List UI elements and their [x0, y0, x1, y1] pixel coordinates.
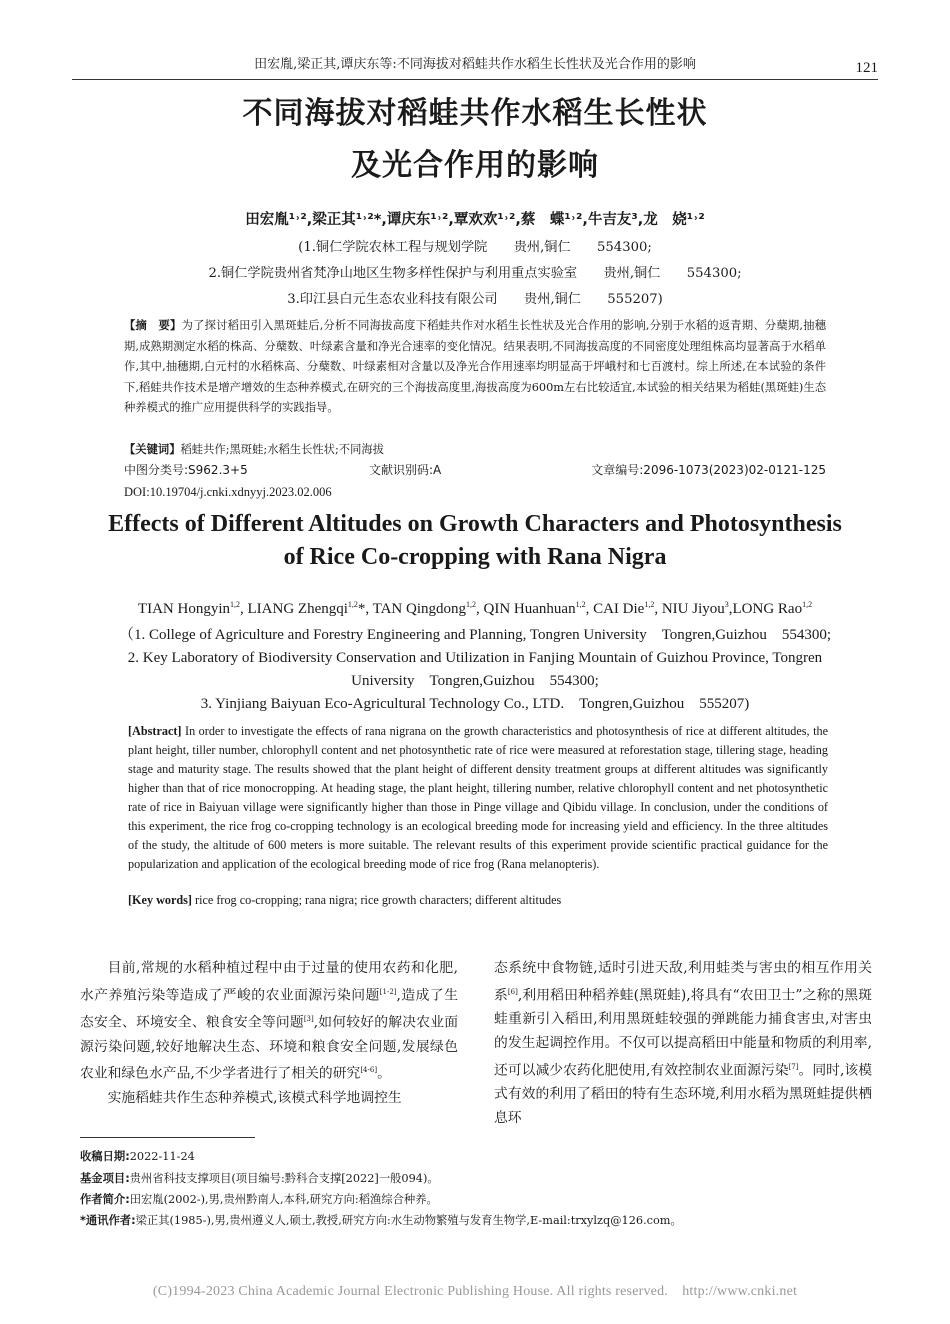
affiliation-cn-1: (1.铜仁学院农林工程与规划学院 贵州,铜仁 554300;	[298, 240, 652, 255]
title-cn-line1: 不同海拔对稻蛙共作水稻生长性状	[242, 96, 708, 131]
footnote-label: *通讯作者:	[80, 1214, 136, 1227]
author-en-sup: 1,2	[466, 600, 477, 609]
author-en-sup: 1,2	[230, 600, 240, 609]
body-text: 。	[377, 1065, 391, 1082]
affiliation-en-3: University Tongren,Guizhou 554300;	[351, 673, 599, 689]
author-en-name: *, TAN Qingdong	[357, 601, 467, 617]
footnote-label: 收稿日期:	[80, 1150, 130, 1163]
title-en-line1: Effects of Different Altitudes on Growth Characters and Photosynthesis	[108, 511, 842, 537]
body-text: ,如何较好的解决农业面源污染问题,较好地解决生态、环境和粮食安全问题,发展绿色农业和绿色水产品,不少学者进行了相关的研究	[80, 1014, 458, 1082]
author-en-name: , CAI Die	[585, 601, 645, 617]
footnote-text: 贵州省科技支撑项目(项目编号:黔科合支撑[2022]一般094)。	[129, 1172, 439, 1185]
footnote-author	[80, 1191, 878, 1207]
title-cn-line2: 及光合作用的影响	[351, 148, 599, 183]
affiliation-en	[70, 624, 880, 716]
page-number: 121	[855, 60, 878, 76]
abstract-en-label: [Abstract]	[128, 724, 182, 738]
author-en-sup: 1,2	[644, 600, 655, 609]
body-text: 。同时,该模式有效的利用了稻田的特有生态环境,利用水稻为黑斑蛙提供栖息环	[494, 1062, 872, 1126]
copyright-footer: (C)1994-2023 China Academic Journal Electronic Publishing House. All rights reserved. http://www.cnki.net	[152, 1284, 798, 1299]
citation: [6]	[507, 987, 518, 996]
affiliation-cn-3: 3.印江县白元生态农业科技有限公司 贵州,铜仁 555207)	[287, 292, 663, 307]
author-en-sup: 1,2	[802, 600, 813, 609]
authors-en	[0, 600, 950, 618]
keywords-en	[128, 893, 828, 908]
keywords-cn-label: 【关键词】	[124, 443, 181, 456]
author-en-name: , QIN Huanhuan	[476, 601, 576, 617]
author-en-name: TIAN Hongyin	[137, 601, 230, 617]
footnote-text: 梁正其(1985-),男,贵州遵义人,硕士,教授,研究方向:水生动物繁殖与发育生物学,E-mail:trxylzq@126.com。	[135, 1214, 682, 1227]
footnote-label: 基金项目:	[80, 1172, 130, 1185]
header-rule	[72, 79, 878, 80]
body-column-left	[80, 957, 458, 1111]
author-en-sup: 3	[724, 600, 729, 609]
footnote-text: 田宏胤(2002-),男,贵州黔南人,本科,研究方向:稻渔综合种养。	[129, 1193, 438, 1206]
affiliation-en-2: 2. Key Laboratory of Biodiversity Conservation and Utilization in Fanjing Mountain of Guizhou Province, Tongren	[127, 650, 823, 666]
body-paragraph: 实施稻蛙共作生态种养模式,该模式科学地调控生	[107, 1089, 402, 1106]
authors-cn: 田宏胤¹˒²,梁正其¹˒²*,谭庆东¹˒²,覃欢欢¹˒²,蔡 蝶¹˒²,牛吉友³,龙 娆¹˒²	[245, 212, 705, 228]
title-en-line2: of Rice Co-cropping with Rana Nigra	[283, 544, 667, 570]
author-en-sup: 1,2	[347, 600, 358, 609]
body-text: ,造成了生态安全、环境安全、粮食安全等问题	[80, 987, 459, 1031]
abstract-en-text: In order to investigate the effects of rana nigrana on the growth characteristics and photosynthesis of rice at different altitudes, the plant height, tiller number, chlorophyll content and net photosynthetic rate of rice were measured at reforestation stage, tillering stage, heading stage and maturity stage. The results showed that the plant height of different density treatment groups at different altitudes was significantly higher than that of rice monocropping. At heading stage, the plant height, tillering number, relative chlorophyll content and net photosynthetic rate of rice in Baiyuan village were significantly higher than those in Pinge village and Qibidu village. In conclusion, under the conditions of this experiment, the rice frog co-cropping technology is an ecological breeding mode for increasing yield and efficiency. In the three altitudes of the study, the altitude of 600 meters is more suitable. The relevant results of this experiment provide scientific practical guidance for the popularization and application of the ecological breeding mode of rice frog (Rana melanopteris).	[128, 724, 828, 871]
footnote-fund	[80, 1170, 878, 1186]
body-column-right	[494, 957, 872, 1131]
keywords-en-text: rice frog co-cropping; rana nigra; rice growth characters; different altitudes	[191, 893, 562, 907]
author-en-name: , LIANG Zhengqi	[240, 601, 348, 617]
author-en-name: , NIU Jiyou	[654, 601, 725, 617]
footnote-label: 作者简介:	[80, 1193, 130, 1206]
abstract-cn-text: 为了探讨稻田引入黑斑蛙后,分析不同海拔高度下稻蛙共作对水稻生长性状及光合作用的影响,分别于水稻的返青期、分蘖期,抽穗期,成熟期测定水稻的株高、分蘖数、叶绿素含量和净光合速率的变化情况。结果表明,不同海拔高度的不同密度处理组株高均显著高于水稻单作,其中,抽穗期,白元村的水稻株高、分蘖数、叶绿素相对含量以及净光合作用速率均明显高于坪峨村和七百渡村。综上所述,在本试验的条件下,稻蛙共作技术是增产增效的生态种养模式,在研究的三个海拔高度里,海拔高度为600m左右比较适宜,本试验的相关结果为稻蛙(黑斑蛙)生态种养模式的推广应用提供科学的实践指导。	[124, 319, 826, 414]
citation: [4-6]	[360, 1066, 378, 1075]
title-en	[0, 508, 950, 574]
footnote-corresponding	[80, 1212, 878, 1228]
body-paragraph	[80, 957, 458, 1087]
author-en-sup: 1,2	[575, 600, 586, 609]
document-code: 文献识别码:A	[369, 463, 442, 477]
keywords-cn	[124, 441, 826, 457]
citation: [3]	[303, 1015, 314, 1024]
title-cn	[0, 88, 950, 192]
author-en-name: ,LONG Rao	[728, 601, 803, 617]
affiliation-en-4: 3. Yinjiang Baiyuan Eco-Agricultural Technology Co., LTD. Tongren,Guizhou 555207)	[200, 696, 750, 712]
body-text: 态系统中食物链,适时引进天敌,利用蛙类与害虫的相互作用关系	[494, 960, 872, 1004]
body-text: 目前,常规的水稻种植过程中由于过量的使用农药和化肥,水产养殖污染等造成了严峻的农业面源污染问题	[80, 960, 458, 1004]
running-header: 田宏胤,梁正其,谭庆东等:不同海拔对稻蛙共作水稻生长性状及光合作用的影响	[254, 57, 696, 72]
footnote-rule	[80, 1137, 255, 1138]
abstract-cn-label: 【摘 要】	[124, 319, 182, 332]
keywords-cn-text: 稻蛙共作;黑斑蛙;水稻生长性状;不同海拔	[180, 443, 384, 456]
footnote-received	[80, 1148, 878, 1164]
abstract-en	[128, 722, 828, 874]
body-text: ,利用稻田种稻养蛙(黑斑蛙),将具有“农田卫士”之称的黑斑蛙重新引入稻田,利用黑斑蛙较强的弹跳能力捕食害虫,对害虫的发生起调控作用。不仅可以提高稻田中能量和物质的利用率,还可以减少农药化肥使用,有效控制农业面源污染	[494, 987, 872, 1079]
abstract-cn	[124, 316, 826, 419]
footnote-text: 2022-11-24	[129, 1150, 195, 1163]
affiliation-en-1: （1. College of Agriculture and Forestry Engineering and Planning, Tongren University Tongren,Guizhou 554300;	[118, 627, 832, 643]
citation: [1-2]	[379, 987, 397, 996]
clc-number: 中图分类号:S962.3+5	[124, 463, 248, 477]
article-number: 文章编号:2096-1073(2023)02-0121-125	[591, 463, 826, 477]
citation: [7]	[788, 1062, 799, 1071]
doi: DOI:10.19704/j.cnki.xdnyyj.2023.02.006	[124, 485, 332, 499]
affiliation-cn-2: 2.铜仁学院贵州省梵净山地区生物多样性保护与利用重点实验室 贵州,铜仁 554300;	[208, 266, 742, 281]
keywords-en-label: [Key words]	[128, 893, 192, 907]
